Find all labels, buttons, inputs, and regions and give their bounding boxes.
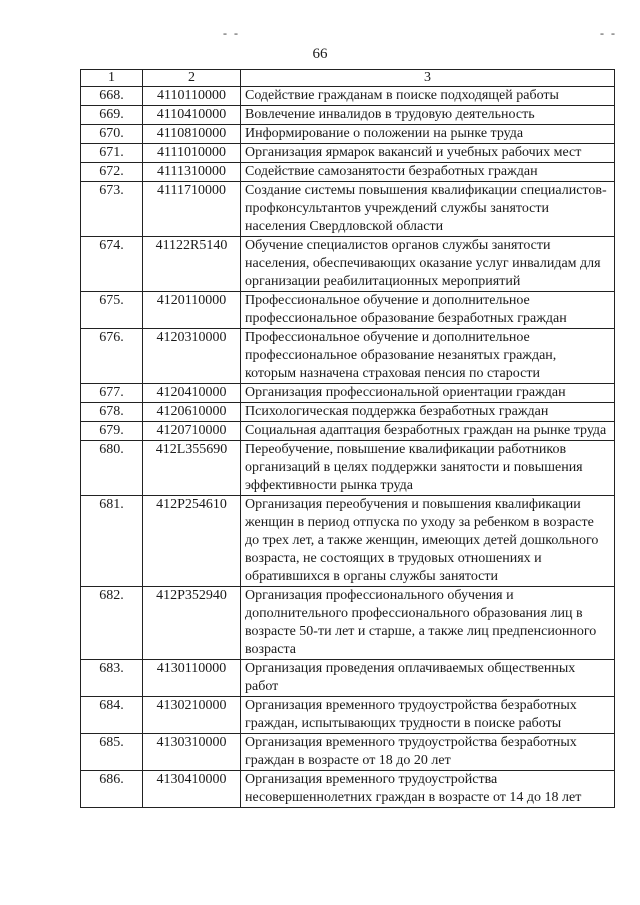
row-name: Организация временного трудоустройства несовершеннолетних граждан в возрасте от 14 до 18 лет	[241, 771, 615, 808]
row-name: Профессиональное обучение и дополнительное профессиональное образование незанятых граждан, которым назначена страховая пенсия по старости	[241, 329, 615, 384]
row-name: Содействие самозанятости безработных граждан	[241, 163, 615, 182]
row-code: 4130110000	[143, 660, 241, 697]
row-name: Организация проведения оплачиваемых общественных работ	[241, 660, 615, 697]
table-row	[81, 441, 615, 496]
row-code: 4120610000	[143, 403, 241, 422]
row-name: Создание системы повышения квалификации специалистов-профконсультантов учреждений службы занятости населения Свердловской области	[241, 182, 615, 237]
row-number: 674.	[81, 237, 143, 292]
row-code: 4130310000	[143, 734, 241, 771]
table-row	[81, 403, 615, 422]
table-row	[81, 587, 615, 660]
budget-classification-table	[80, 69, 615, 808]
row-name: Обучение специалистов органов службы занятости населения, обеспечивающих оказание услуг инвалидам для организации реабилитационных мероприятий	[241, 237, 615, 292]
table-row	[81, 734, 615, 771]
row-number: 682.	[81, 587, 143, 660]
row-name: Организация ярмарок вакансий и учебных рабочих мест	[241, 144, 615, 163]
table-row	[81, 182, 615, 237]
table-row	[81, 496, 615, 587]
row-code: 4130210000	[143, 697, 241, 734]
row-name: Социальная адаптация безработных граждан на рынке труда	[241, 422, 615, 441]
row-name: Организация временного трудоустройства безработных граждан, испытывающих трудности в поиске работы	[241, 697, 615, 734]
row-number: 686.	[81, 771, 143, 808]
row-number: 673.	[81, 182, 143, 237]
row-number: 681.	[81, 496, 143, 587]
row-code: 4111310000	[143, 163, 241, 182]
row-number: 672.	[81, 163, 143, 182]
row-number: 685.	[81, 734, 143, 771]
row-code: 4120110000	[143, 292, 241, 329]
row-code: 412P352940	[143, 587, 241, 660]
table-header-row	[81, 70, 615, 87]
column-header-name: 3	[241, 70, 615, 87]
row-code: 4111710000	[143, 182, 241, 237]
row-name: Организация профессиональной ориентации граждан	[241, 384, 615, 403]
row-number: 677.	[81, 384, 143, 403]
table-row	[81, 384, 615, 403]
table-row	[81, 329, 615, 384]
row-code: 4111010000	[143, 144, 241, 163]
row-name: Переобучение, повышение квалификации работников организаций в целях поддержки занятости и повышения эффективности рынка труда	[241, 441, 615, 496]
row-number: 684.	[81, 697, 143, 734]
row-number: 670.	[81, 125, 143, 144]
row-number: 683.	[81, 660, 143, 697]
row-code: 4110410000	[143, 106, 241, 125]
table-row	[81, 292, 615, 329]
row-name: Организация временного трудоустройства безработных граждан в возрасте от 18 до 20 лет	[241, 734, 615, 771]
table-row	[81, 697, 615, 734]
table-row	[81, 125, 615, 144]
row-name: Содействие гражданам в поиске подходящей работы	[241, 87, 615, 106]
row-number: 675.	[81, 292, 143, 329]
row-code: 4110810000	[143, 125, 241, 144]
table-row	[81, 771, 615, 808]
table-row	[81, 422, 615, 441]
row-code: 4120710000	[143, 422, 241, 441]
column-header-number: 1	[81, 70, 143, 87]
column-header-code: 2	[143, 70, 241, 87]
row-code: 412L355690	[143, 441, 241, 496]
row-code: 4130410000	[143, 771, 241, 808]
row-number: 679.	[81, 422, 143, 441]
page-number: 66	[312, 46, 328, 62]
table-row	[81, 87, 615, 106]
table-row	[81, 237, 615, 292]
row-number: 676.	[81, 329, 143, 384]
row-code: 4120310000	[143, 329, 241, 384]
row-number: 678.	[81, 403, 143, 422]
row-name: Информирование о положении на рынке труда	[241, 125, 615, 144]
table-row	[81, 106, 615, 125]
row-name: Вовлечение инвалидов в трудовую деятельность	[241, 106, 615, 125]
row-name: Психологическая поддержка безработных граждан	[241, 403, 615, 422]
row-number: 668.	[81, 87, 143, 106]
row-number: 669.	[81, 106, 143, 125]
row-name: Организация переобучения и повышения квалификации женщин в период отпуска по уходу за ребенком в возрасте до трех лет, а также женщин, имеющих детей дошкольного возраста, не состоящих в трудовых отношениях и обратившихся в органы службы занятости	[241, 496, 615, 587]
table-row	[81, 144, 615, 163]
table-row	[81, 660, 615, 697]
scan-mark-right: - -	[600, 26, 617, 40]
scan-mark-left: - -	[223, 26, 240, 40]
table-row	[81, 163, 615, 182]
row-number: 671.	[81, 144, 143, 163]
row-code: 41122R5140	[143, 237, 241, 292]
table-body	[81, 87, 615, 808]
row-name: Организация профессионального обучения и дополнительного профессионального образования лиц в возрасте 50-ти лет и старше, а также лиц предпенсионного возраста	[241, 587, 615, 660]
row-code: 4110110000	[143, 87, 241, 106]
row-number: 680.	[81, 441, 143, 496]
row-code: 4120410000	[143, 384, 241, 403]
row-code: 412P254610	[143, 496, 241, 587]
row-name: Профессиональное обучение и дополнительное профессиональное образование безработных граждан	[241, 292, 615, 329]
